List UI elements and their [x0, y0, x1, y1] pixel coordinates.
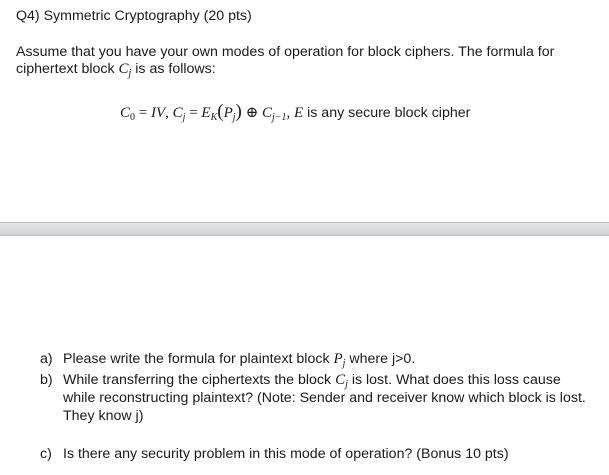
- question-title: Q4) Symmetric Cryptography (20 pts): [16, 8, 252, 24]
- intro-line-2: [16, 61, 216, 82]
- question-b-label: b): [40, 372, 53, 388]
- intro-var: $C_j$: [118, 61, 132, 79]
- question-b-var: $C_j$: [335, 372, 348, 390]
- intro-suffix: is as follows:: [135, 61, 216, 77]
- question-b-line-2: while reconstructing plaintext? (Note: Sender and receiver know which block is lost.: [63, 390, 586, 406]
- question-a-var: $P_j$: [333, 351, 346, 369]
- formula-ek: $E_K$: [201, 105, 218, 123]
- question-c-label: c): [40, 446, 52, 462]
- cipher-formula: $C_0$ = IV, $C_j = E_K(P_j)$ ⊕ $C_{j-1}$, E is any secure block cipher: [120, 101, 471, 123]
- formula-iv: IV: [150, 105, 166, 121]
- formula-e: E: [294, 105, 304, 121]
- question-a-label: a): [40, 351, 53, 367]
- formula-cj: $C_j$: [172, 105, 186, 123]
- question-b-line-1: While transferring the ciphertexts the block $C_j$ is lost. What does this loss cause: [63, 372, 561, 390]
- formula-c0: $C_0$: [120, 105, 136, 123]
- formula-pj: $P_j$: [223, 105, 236, 123]
- question-b-line-3: They know j): [63, 408, 144, 424]
- page-separator: [0, 222, 609, 236]
- intro-line-1: Assume that you have your own modes of operation for block ciphers. The formula for: [16, 44, 555, 60]
- question-c-text: Is there any security problem in this mode of operation? (Bonus 10 pts): [63, 446, 509, 462]
- intro-prefix: ciphertext block: [16, 61, 115, 77]
- xor-symbol: ⊕: [241, 105, 262, 121]
- question-a-text: Please write the formula for plaintext block $P_j$ where j>0.: [63, 351, 416, 369]
- formula-tail: is any secure block cipher: [303, 105, 471, 121]
- formula-cprev: $C_{j-1}$: [261, 105, 287, 123]
